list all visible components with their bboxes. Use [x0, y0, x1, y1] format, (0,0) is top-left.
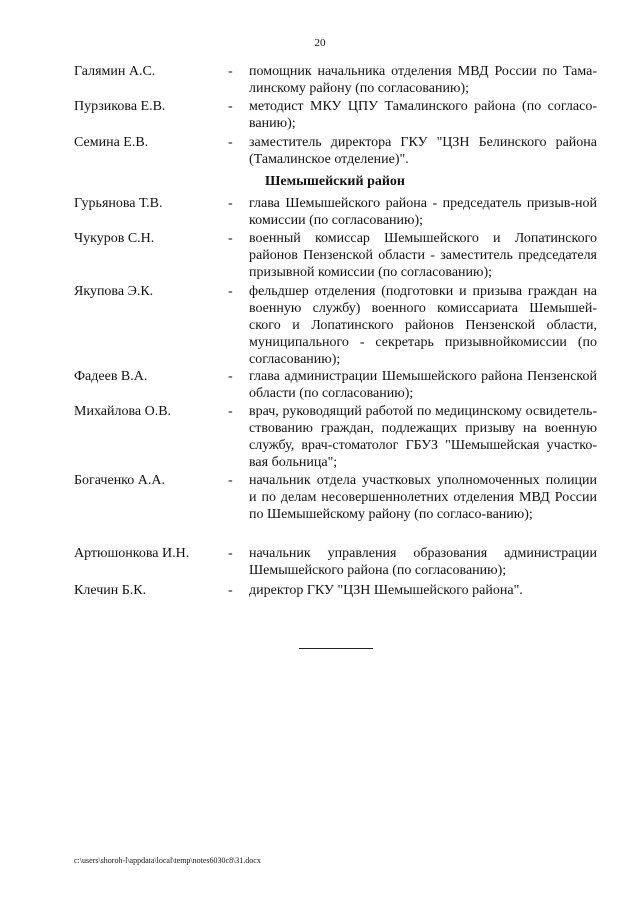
person-name: Артюшонкова И.Н. [74, 546, 190, 561]
person-description: начальник управления образования администрации Шемышейского района (по согласованию); [249, 546, 597, 578]
person-description: глава администрации Шемышейского района Пензенской области (по согласованию); [249, 369, 597, 401]
person-name: Богаченко А.А. [74, 473, 165, 488]
dash-separator: - [228, 473, 233, 488]
person-description: директор ГКУ "ЦЗН Шемышейского района". [249, 583, 523, 598]
person-name: Чукуров С.Н. [74, 231, 155, 246]
dash-separator: - [228, 231, 233, 246]
end-divider [299, 648, 373, 649]
dash-separator: - [228, 369, 233, 384]
person-name: Якупова Э.К. [74, 284, 154, 299]
person-description: фельдшер отделения (подготовки и призыва граждан на военную службу) военного комиссариата Шемышей-ского и Лопатинского районов Пензенской области, муниципального - секретарь призывнойкомиссии (по согласованию); [249, 284, 597, 367]
person-name: Клечин Б.К. [74, 583, 147, 598]
person-description: начальник отдела участковых уполномоченных полиции и по делам несовершеннолетних отделения МВД России по Шемышейскому району (по согласо-ванию); [249, 473, 597, 522]
dash-separator: - [228, 583, 233, 598]
footer-file-path: c:\users\shoroh-l\appdata\local\temp\notes6030c8\31.docx [74, 856, 261, 865]
dash-separator: - [228, 284, 233, 299]
person-description: глава Шемышейского района - председатель призыв-ной комиссии (по согласованию); [249, 196, 597, 228]
person-name: Гурьянова Т.В. [74, 196, 163, 211]
section-heading: Шемышейский район [265, 174, 405, 189]
person-description: врач, руководящий работой по медицинскому освидетель-ствованию граждан, подлежащих призыву на военную службу, врач-стоматолог ГБУЗ "Шемышейская участко-вая больница"; [249, 404, 597, 470]
person-name: Михайлова О.В. [74, 404, 172, 419]
person-description: военный комиссар Шемышейского и Лопатинского районов Пензенской области - заместитель председателя призывной комиссии (по согласованию); [249, 231, 597, 280]
dash-separator: - [228, 196, 233, 211]
person-description: методист МКУ ЦПУ Тамалинского района (по согласо-ванию); [249, 99, 597, 131]
person-description: заместитель директора ГКУ "ЦЗН Белинского района (Тамалинское отделение)". [249, 135, 597, 167]
person-name: Фадеев В.А. [74, 369, 148, 384]
dash-separator: - [228, 135, 233, 150]
dash-separator: - [228, 99, 233, 114]
dash-separator: - [228, 546, 233, 561]
person-name: Пурзикова Е.В. [74, 99, 166, 114]
dash-separator: - [228, 404, 233, 419]
dash-separator: - [228, 64, 233, 79]
page-number: 20 [314, 37, 326, 49]
person-name: Галямин А.С. [74, 64, 156, 79]
person-description: помощник начальника отделения МВД России по Тама-линскому району (по согласованию); [249, 64, 597, 96]
person-name: Семина Е.В. [74, 135, 149, 150]
